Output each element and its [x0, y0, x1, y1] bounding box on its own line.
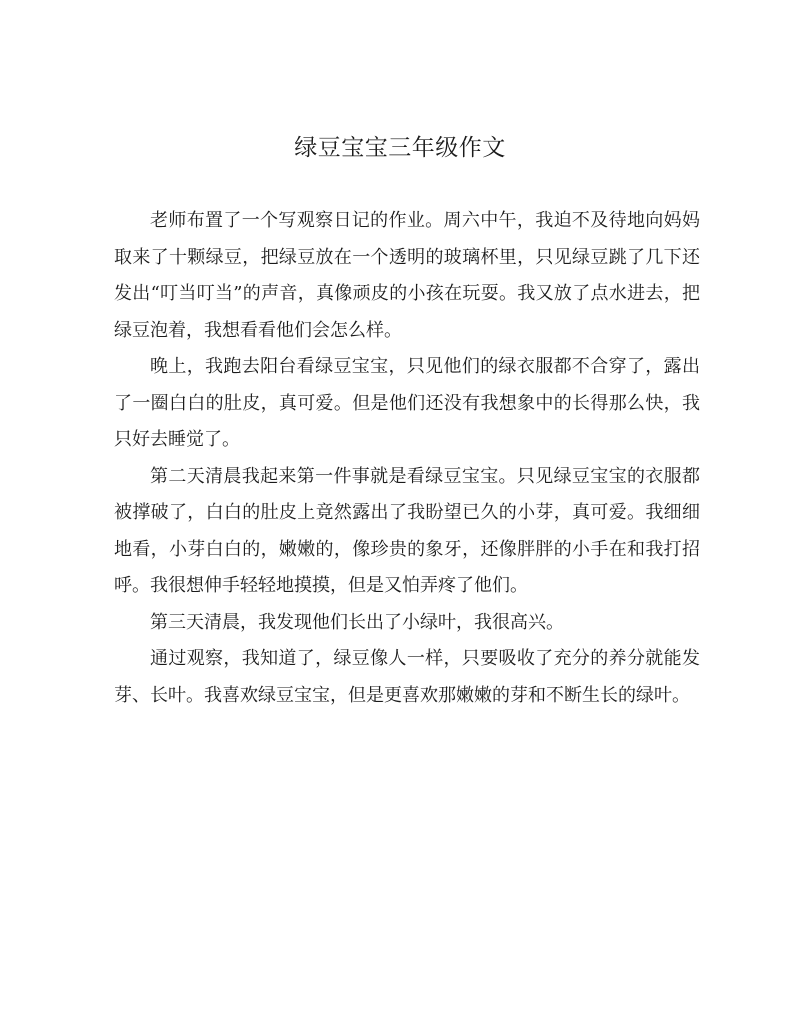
paragraph-3: 第二天清晨我起来第一件事就是看绿豆宝宝。只见绿豆宝宝的衣服都被撑破了，白白的肚皮上竟然露出了我盼望已久的小芽，真可爱。我细细地看，小芽白白的，嫩嫩的，像珍贵的象牙，还像胖胖的小手在和我打招呼。我很想伸手轻轻地摸摸，但是又怕弄疼了他们。 [114, 465, 700, 596]
paragraph-4: 第三天清晨，我发现他们长出了小绿叶，我很高兴。 [150, 611, 564, 633]
paragraph-5: 通过观察，我知道了，绿豆像人一样，只要吸收了充分的养分就能发芽、长叶。我喜欢绿豆宝宝，但是更喜欢那嫩嫩的芽和不断生长的绿叶。 [114, 648, 700, 706]
document-body [114, 203, 700, 714]
paragraph-1: 老师布置了一个写观察日记的作业。周六中午，我迫不及待地向妈妈取来了十颗绿豆，把绿豆放在一个透明的玻璃杯里，只见绿豆跳了几下还发出“叮当叮当”的声音，真像顽皮的小孩在玩耍。我又放了点水进去，把绿豆泡着，我想看看他们会怎么样。 [114, 210, 700, 341]
document-title: 绿豆宝宝三年级作文 [294, 135, 506, 161]
paragraph-2: 晚上，我跑去阳台看绿豆宝宝，只见他们的绿衣服都不合穿了，露出了一圈白白的肚皮，真可爱。但是他们还没有我想象中的长得那么快，我只好去睡觉了。 [114, 356, 700, 450]
